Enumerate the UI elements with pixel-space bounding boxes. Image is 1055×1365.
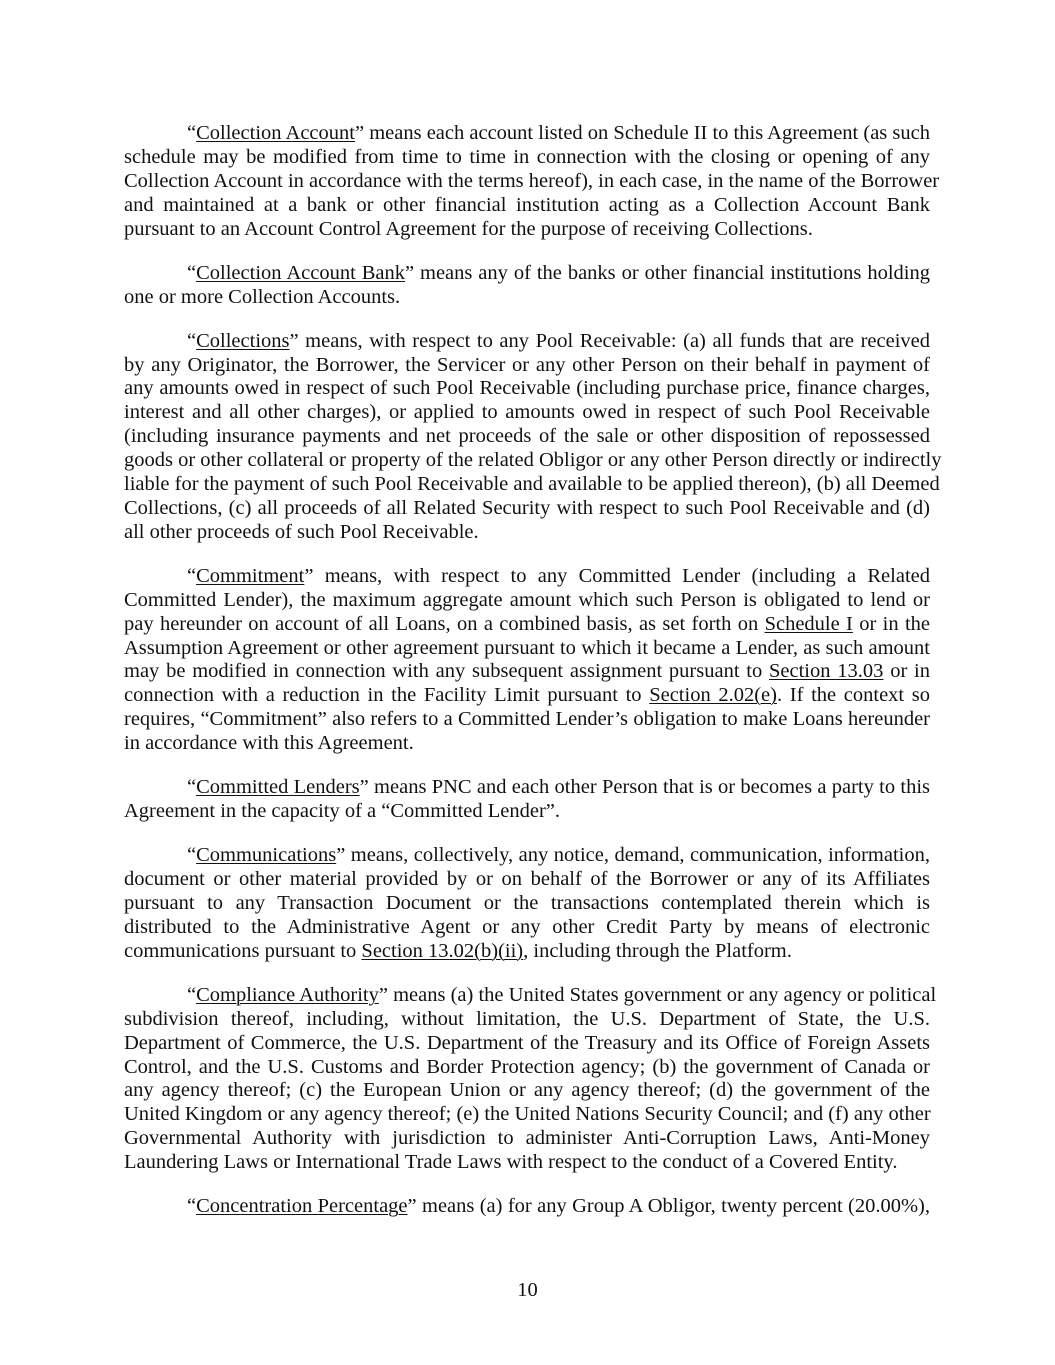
- text-run: goods or other collateral or property of the related Obligor or any other Person directly or indirectly: [124, 449, 942, 472]
- text-run: may be modified in connection with any subsequent assignment pursuant to: [124, 660, 770, 683]
- text-run: document or other material provided by or on behalf of the Borrower or any of its Affiliates: [124, 868, 930, 891]
- text-line: [124, 800, 930, 824]
- text-run: Agreement in the capacity of a “Committed Lender”.: [124, 800, 561, 823]
- text-line: [124, 497, 930, 521]
- text-line: [124, 1127, 930, 1151]
- definition-communications: [124, 844, 930, 963]
- text-run: pursuant to an Account Control Agreement for the purpose of receiving Collections.: [124, 217, 813, 240]
- text-run: Governmental Authority with jurisdiction to administer Anti-Corruption Laws, Anti-Money: [124, 1127, 930, 1150]
- text-run: or in the: [852, 612, 930, 635]
- text-run: schedule may be modified from time to time in connection with the closing or opening of any: [124, 145, 930, 168]
- text-line: [124, 732, 930, 756]
- text-run: ” means (a) the United States government or any agency or political: [378, 983, 937, 1006]
- text-line: [124, 1151, 930, 1175]
- text-line: [124, 169, 940, 194]
- text-line: [124, 776, 930, 800]
- text-run: ” means any of the banks or other financial institutions holding: [404, 261, 930, 284]
- text-line: [124, 1056, 930, 1080]
- text-run: requires, “Commitment” also refers to a Committed Lender’s obligation to make Loans hereunder: [124, 708, 930, 731]
- defined-term: Commitment: [196, 564, 305, 587]
- defined-term: Communications: [196, 844, 337, 867]
- text-line: [124, 354, 930, 378]
- definition-collection-account-bank: [124, 262, 930, 310]
- text-line: [124, 916, 930, 940]
- text-line: [124, 472, 940, 497]
- text-line: [124, 194, 930, 218]
- text-run: ” means, with respect to any Committed Lender (including a Related: [304, 564, 930, 587]
- text-run: ” means PNC and each other Person that is or becomes a party to this: [359, 776, 930, 799]
- defined-term: Compliance Authority: [196, 983, 379, 1006]
- text-line: [124, 286, 930, 310]
- definition-compliance-authority: [124, 983, 937, 1175]
- cross-reference: Schedule I: [764, 612, 853, 635]
- text-run: “: [187, 776, 197, 799]
- text-run: pay hereunder on account of all Loans, on a combined basis, as set forth on: [124, 612, 765, 635]
- document-body: [124, 122, 942, 1239]
- text-line: [124, 868, 930, 892]
- definition-committed-lenders: [124, 776, 930, 824]
- text-run: Committed Lender), the maximum aggregate amount which such Person is obligated to lend or: [124, 588, 930, 611]
- text-run: ” means, collectively, any notice, demand, communication, information,: [336, 844, 930, 867]
- text-line: [124, 401, 930, 425]
- text-run: ” means, with respect to any Pool Receivable: (a) all funds that are received: [289, 329, 930, 352]
- defined-term: Collection Account Bank: [196, 261, 405, 284]
- text-run: and maintained at a bank or other financial institution acting as a Collection Account Bank: [124, 193, 930, 216]
- text-run: United Kingdom or any agency thereof; (e) the United Nations Security Council; and (f) any other: [124, 1103, 931, 1126]
- definition-collections: [124, 329, 942, 545]
- cross-reference: Section 13.02(b)(ii): [361, 939, 524, 962]
- text-run: “: [187, 329, 197, 352]
- text-run: one or more Collection Accounts.: [124, 285, 401, 308]
- defined-term: Concentration Percentage: [196, 1195, 408, 1218]
- text-run: , including through the Platform.: [523, 939, 792, 962]
- text-run: “: [187, 122, 197, 144]
- text-line: [124, 844, 930, 868]
- definition-commitment: [124, 565, 930, 756]
- text-line: [124, 146, 930, 170]
- text-run: ” means (a) for any Group A Obligor, twenty percent (20.00%),: [407, 1195, 930, 1218]
- text-line: [124, 1079, 930, 1103]
- text-run: . If the context so: [776, 684, 931, 707]
- defined-term: Collections: [196, 329, 290, 352]
- text-line: [124, 122, 930, 146]
- text-run: Assumption Agreement or other agreement pursuant to which it became a Lender, as such amount: [124, 636, 930, 659]
- text-run: “: [187, 844, 197, 867]
- text-line: [124, 940, 930, 964]
- text-run: any agency thereof; (c) the European Union or any agency thereof; (d) the government of the: [124, 1079, 930, 1102]
- text-run: connection with a reduction in the Facility Limit pursuant to: [124, 684, 650, 707]
- text-run: liable for the payment of such Pool Receivable and available to be applied thereon), (b) all Deemed: [124, 472, 940, 495]
- text-line: [124, 1008, 930, 1032]
- text-run: “: [187, 564, 197, 587]
- text-line: [124, 1032, 930, 1056]
- text-line: [124, 521, 930, 545]
- text-line: [124, 425, 930, 449]
- text-run: Collection Account in accordance with the terms hereof), in each case, in the name of the Borrower: [124, 169, 940, 192]
- text-line: [124, 660, 930, 684]
- text-run: all other proceeds of such Pool Receivable.: [124, 520, 479, 543]
- text-run: distributed to the Administrative Agent or any other Credit Party by means of electronic: [124, 915, 930, 938]
- text-run: (including insurance payments and net proceeds of the sale or other disposition of repossessed: [124, 425, 930, 448]
- text-line: [124, 589, 930, 613]
- text-run: Department of Commerce, the U.S. Department of the Treasury and its Office of Foreign Assets: [124, 1031, 930, 1054]
- text-run: “: [187, 1195, 197, 1218]
- text-run: in accordance with this Agreement.: [124, 732, 414, 755]
- cross-reference: Section 13.03: [769, 660, 884, 683]
- text-run: Collections, (c) all proceeds of all Related Security with respect to such Pool Receivable and (d): [124, 496, 930, 519]
- text-line: [124, 262, 930, 286]
- text-run: interest and all other charges), or applied to amounts owed in respect of such Pool Receivable: [124, 401, 930, 424]
- text-run: ” means each account listed on Schedule II to this Agreement (as such: [354, 122, 930, 144]
- text-line: [124, 218, 930, 242]
- definition-concentration-percentage: [124, 1195, 930, 1219]
- text-line: [124, 613, 930, 637]
- text-line: [124, 449, 942, 473]
- text-line: [124, 1103, 930, 1127]
- text-run: pursuant to any Transaction Document or the transactions contemplated therein which is: [124, 891, 930, 914]
- text-line: [124, 1195, 930, 1219]
- page-number: 10: [517, 1279, 538, 1301]
- text-line: [124, 892, 930, 916]
- text-run: communications pursuant to: [124, 939, 362, 962]
- cross-reference: Section 2.02(e): [649, 684, 777, 707]
- text-run: or in: [883, 660, 930, 683]
- text-line: [124, 708, 930, 732]
- text-run: by any Originator, the Borrower, the Servicer or any other Person on their behalf in payment of: [124, 353, 930, 376]
- text-run: “: [187, 261, 197, 284]
- text-line: [124, 983, 937, 1008]
- text-line: [124, 565, 930, 589]
- text-line: [124, 377, 930, 401]
- text-run: Laundering Laws or International Trade Laws with respect to the conduct of a Covered Entity.: [124, 1151, 898, 1174]
- text-run: Control, and the U.S. Customs and Border Protection agency; (b) the government of Canada or: [124, 1055, 930, 1078]
- text-line: [124, 684, 930, 708]
- definition-collection-account: [124, 122, 940, 241]
- text-run: subdivision thereof, including, without limitation, the U.S. Department of State, the U.S.: [124, 1007, 930, 1030]
- defined-term: Collection Account: [196, 122, 355, 144]
- text-line: [124, 330, 930, 354]
- text-run: any amounts owed in respect of such Pool Receivable (including purchase price, finance charges,: [124, 377, 930, 400]
- defined-term: Committed Lenders: [196, 776, 360, 799]
- text-line: [124, 637, 930, 661]
- text-run: “: [187, 983, 197, 1006]
